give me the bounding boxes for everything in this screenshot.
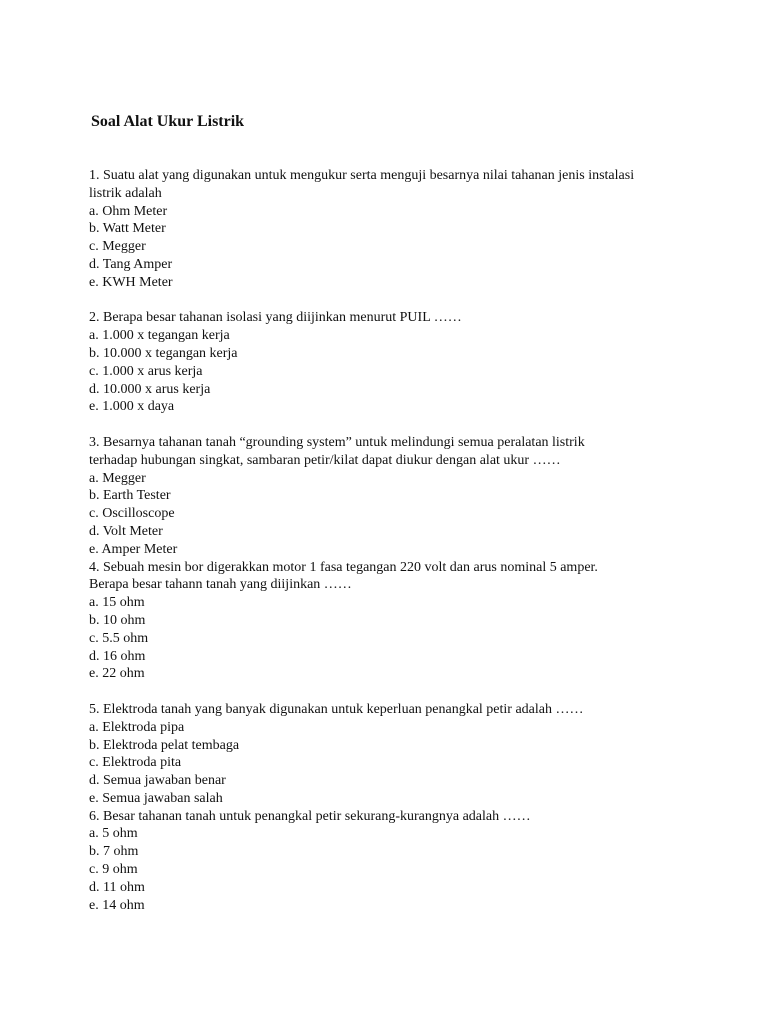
question-1-option-c: c. Megger <box>89 239 146 255</box>
question-3 <box>89 434 729 559</box>
question-1-text-line-2: listrik adalah <box>89 185 162 201</box>
question-4-option-c: c. 5.5 ohm <box>89 630 149 646</box>
question-1-option-b: b. Watt Meter <box>89 221 166 237</box>
question-3-option-e: e. Amper Meter <box>89 541 178 557</box>
question-1-option-d: d. Tang Amper <box>89 256 173 272</box>
question-2-option-a: a. 1.000 x tegangan kerja <box>89 328 230 344</box>
question-5-option-d: d. Semua jawaban benar <box>89 773 226 789</box>
question-1-text-line-1: 1. Suatu alat yang digunakan untuk mengukur serta menguji besarnya nilai tahanan jenis instalasi <box>89 168 635 183</box>
question-6 <box>89 808 729 915</box>
question-6-option-a: a. 5 ohm <box>89 826 138 842</box>
question-6-option-c: c. 9 ohm <box>89 862 138 878</box>
question-4-option-d: d. 16 ohm <box>89 648 146 664</box>
question-4-option-a: a. 15 ohm <box>89 595 145 611</box>
question-1-option-a: a. Ohm Meter <box>89 203 168 219</box>
question-2 <box>89 309 729 416</box>
question-5-text-line-1: 5. Elektroda tanah yang banyak digunakan untuk keperluan penangkal petir adalah …… <box>89 701 584 717</box>
question-5-option-c: c. Elektroda pita <box>89 755 182 771</box>
question-4-option-e: e. 22 ohm <box>89 666 145 682</box>
question-2-option-c: c. 1.000 x arus kerja <box>89 363 203 379</box>
question-2-text-line-1: 2. Berapa besar tahanan isolasi yang diijinkan menurut PUIL …… <box>89 310 462 326</box>
question-5-option-b: b. Elektroda pelat tembaga <box>89 737 240 753</box>
question-4 <box>89 559 729 684</box>
question-2-option-e: e. 1.000 x daya <box>89 399 175 415</box>
document-title: Soal Alat Ukur Listrik <box>91 113 245 130</box>
question-4-text-line-1: 4. Sebuah mesin bor digerakkan motor 1 fasa tegangan 220 volt dan arus nominal 5 amper. <box>89 559 598 575</box>
question-1 <box>89 167 729 292</box>
question-5-option-a: a. Elektroda pipa <box>89 719 185 735</box>
question-3-option-b: b. Earth Tester <box>89 488 171 504</box>
question-6-option-b: b. 7 ohm <box>89 844 139 860</box>
question-6-option-e: e. 14 ohm <box>89 897 145 913</box>
question-3-text-line-1: 3. Besarnya tahanan tanah “grounding system” untuk melindungi semua peralatan listrik <box>89 434 585 450</box>
question-1-option-e: e. KWH Meter <box>89 274 173 290</box>
question-5-option-e: e. Semua jawaban salah <box>89 790 223 806</box>
question-2-option-d: d. 10.000 x arus kerja <box>89 381 211 397</box>
question-6-option-d: d. 11 ohm <box>89 879 145 895</box>
question-4-option-b: b. 10 ohm <box>89 612 146 628</box>
question-2-option-b: b. 10.000 x tegangan kerja <box>89 345 238 361</box>
question-4-text-line-2: Berapa besar tahann tanah yang diijinkan …… <box>89 577 352 593</box>
question-3-option-c: c. Oscilloscope <box>89 506 175 522</box>
question-5 <box>89 701 729 808</box>
question-6-text-line-1: 6. Besar tahanan tanah untuk penangkal petir sekurang-kurangnya adalah …… <box>89 808 531 824</box>
question-3-option-d: d. Volt Meter <box>89 523 163 539</box>
question-3-text-line-2: terhadap hubungan singkat, sambaran petir/kilat dapat diukur dengan alat ukur …… <box>89 452 561 468</box>
question-list <box>89 167 729 914</box>
question-3-option-a: a. Megger <box>89 470 146 486</box>
